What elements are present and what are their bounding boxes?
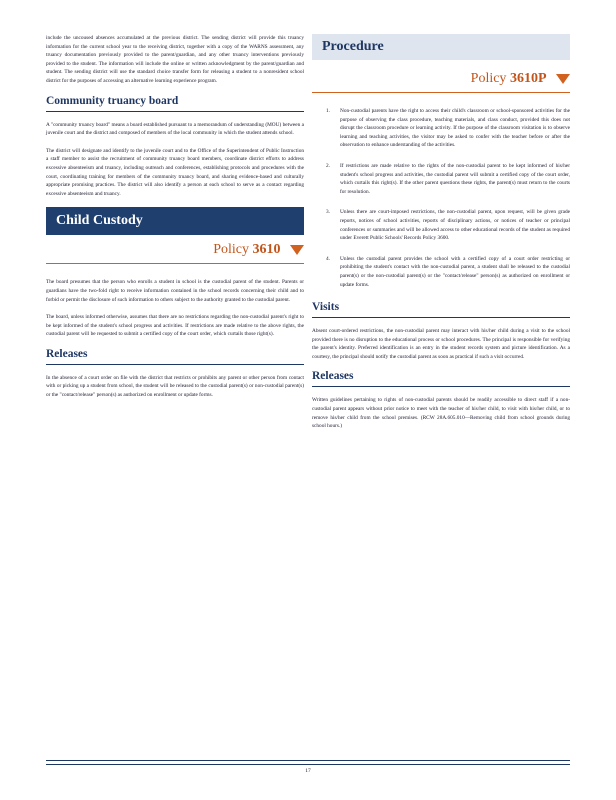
custody-paragraph-1: The board presumes that the person who enrolls a student in school is the custodial parent of the student. Parents or guardians have the two-fold right to receive information contained in the school records concerning their child and to forbid or permit the disclosure of such information to others subject to the authority granted to the custodial parent. [46,279,304,303]
releases-heading: Releases [312,370,354,383]
visits-paragraph: Absent court-ordered restrictions, the non-custodial parent may interact with his/her child during a visit to the school provided there is no disruption to the educational process or school procedures. The principal is responsible for verifying the parent's identity. Preferred identification is an entry in the student records system and picture identification. As a courtesy, the principal should notify the custodial parent as soon as practical if such a visit occurred. [312,328,570,360]
community-paragraph-2: The district will designate and identify to the juvenile court and to the Office of the Superintendent of Public Instruction a staff member to assist the recruitment of community truancy board members, coordinate district efforts to address excessive absenteeism and truancy, including outreach and conferences, establishing protocols and procedures with the court, coordinating training for members of the community truancy board, and sharing evidence-based and culturally appropriate promising practices. The district will also identify a person at each school to serve as a contact regarding excessive absenteeism and truancy. [46,147,304,197]
policy-number: 3610P [509,71,547,86]
community-paragraph-1: A "community truancy board" means a board established pursuant to a memorandum of understanding (MOU) between a juvenile court and the district and composed of members of the local community in which the student attends school. [46,121,304,137]
releases-paragraph: In the absence of a court order on file with the district that restricts or prohibits any parent or other person from contact with or picking up a student from school, the student will be released to the custodial parent(s) or non-custodial parent(s) or the "contact/release" person(s) as authorized on enrollment or update forms. [46,374,304,399]
policy-word: Policy [470,71,507,86]
releases-paragraph: Written guidelines pertaining to rights of non-custodial parents should be readily accessible to direct staff if a non-custodial parent appears without prior notice to meet with the teacher of his/her child, to visit with his/her child, or to remove his/her child from the school premises. (RCW 28A.605.010—Removing child from school grounds during school hours.) [312,397,570,430]
visits-heading: Visits [312,301,340,314]
list-item: 1. Non-custodial parents have the right to access their child's classroom or school-sponsored activities for the purpose of observing the class procedure, teaching materials, and class conduct, provided this does not disrupt the classroom procedure or learning activity. If the purpose of the classroom visitation is to observe learning and teaching activities, the visitor may be asked to confer with the teacher before or after the observation to enhance understanding of the activities. [326,108,570,149]
left-column [46,34,304,409]
triangle-icon [290,245,304,255]
footer-divider [46,760,570,761]
section-divider [312,386,570,387]
custody-paragraph-2: The board, unless informed otherwise, assumes that there are no restrictions regarding the non-custodial parent's right to be kept informed of the student's school progress and activities. If restrictions are made relative to the above rights, the custodial parent will be requested to submit a certified copy of the court order, which curtails those right(s). [46,314,304,338]
policy-word: Policy [213,242,249,258]
child-custody-banner: Child Custody [46,207,304,235]
triangle-icon [556,74,570,84]
section-divider [46,111,304,112]
policy-divider [312,92,570,93]
list-item: 3. Unless there are court-imposed restrictions, the non-custodial parent, upon request, will be given grade reports, notices of school activities, reports of disciplinary actions, or notices of teacher or principal conferences or summaries and will be allowed access to other educational records of the student as required under Everett Public Schools' Records Policy 3600. [326,209,570,242]
policy-label [46,239,304,261]
policy-divider [46,263,304,264]
section-divider [312,317,570,318]
intro-paragraph: include the uncoused absences accumulated at the previous district. The sending district will provide this truancy information for the current school year to the receiving district, together with a copy of the WARNS assessment, any truancy documentation previously provided to the parent/guardian, and any other truancy interventions previously provided to the student. The information will include the online or written acknowledgment by the parent/guardian and student. The sending district will use the standard choice transfer form for releasing a student to a nonresident school district for the purposes of accessing an alternative learning experience program. [46,35,304,84]
policy-number: 3610 [252,242,281,258]
procedure-list [312,107,570,289]
list-item: 4. Unless the custodial parent provides the school with a certified copy of a court order restricting or prohibiting the student's contact with the non-custodial parent, a student shall be released to the custodial parent(s) or the non-custodial parent(s) or the "contact/release" person(s) as authorized on enrollment or update forms. [326,255,570,288]
list-item: 2. If restrictions are made relative to the rights of the non-custodial parent to be kept informed of his/her student's school progress and activities, the custodial parent will submit a certified copy of the court order, which curtails this right(s). If the other parent questions these rights, the parent(s) must return to the courts for resolution. [326,162,570,195]
releases-heading: Releases [46,347,88,360]
community-truancy-heading: Community truancy board [46,94,179,107]
page-number: 17 [305,768,311,774]
section-divider [46,364,304,365]
right-column [312,34,570,440]
procedure-banner: Procedure [312,34,570,60]
policy-label [312,68,570,90]
footer-divider [46,764,570,765]
